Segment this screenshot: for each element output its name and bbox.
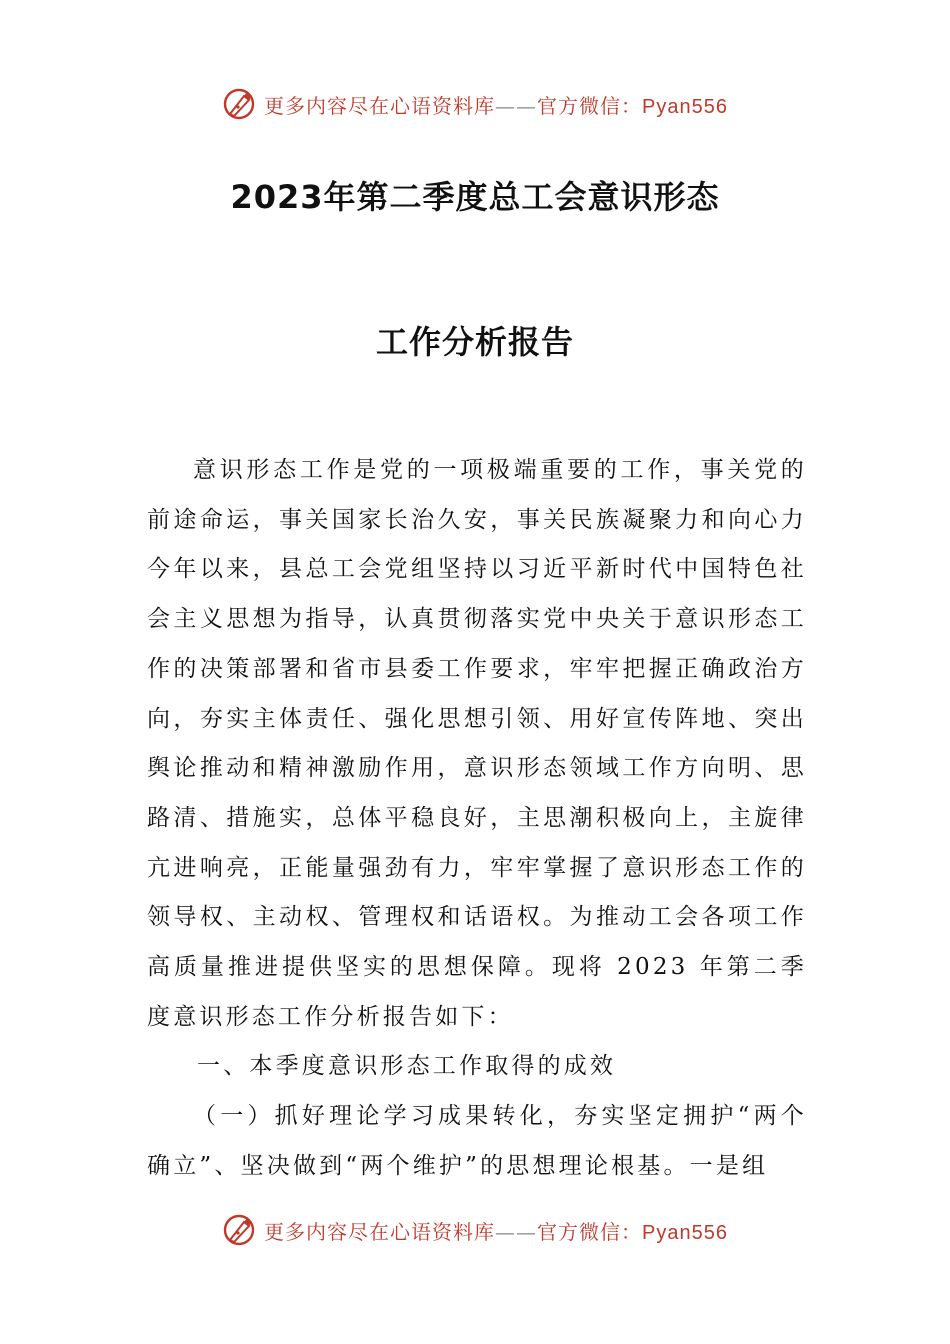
watermark-wechat-id: Pyan556 xyxy=(642,95,728,118)
watermark-text xyxy=(264,1216,728,1245)
watermark-separator: —— xyxy=(495,93,538,118)
document-title-line-2: 工作分析报告 xyxy=(375,323,574,361)
subsection-paragraph: （一）抓好理论学习成果转化，夯实坚定拥护“两个确立”、坚决做到“两个维护”的思想理论根基。一是组 xyxy=(147,1103,807,1179)
section-heading: 一、本季度意识形态工作取得的成效 xyxy=(197,1053,617,1080)
watermark-header xyxy=(0,84,950,124)
watermark-label: 官方微信： xyxy=(537,93,643,118)
watermark-wechat-id: Pyan556 xyxy=(642,1221,728,1244)
watermark-text xyxy=(264,90,728,119)
pen-nib-icon xyxy=(222,1213,256,1247)
watermark-footer xyxy=(0,1210,950,1250)
watermark-site-name: 更多内容尽在心语资料库 xyxy=(264,93,496,118)
watermark-separator: —— xyxy=(495,1219,538,1244)
watermark-site-name: 更多内容尽在心语资料库 xyxy=(264,1219,496,1244)
watermark-label: 官方微信： xyxy=(537,1219,643,1244)
document-body xyxy=(147,446,807,1192)
document-title-line-1: 2023年第二季度总工会意识形态 xyxy=(230,178,720,216)
pen-nib-icon xyxy=(222,87,256,121)
intro-paragraph: 意识形态工作是党的一项极端重要的工作，事关党的前途命运，事关国家长治久安，事关民族凝聚力和向心力今年以来，县总工会党组坚持以习近平新时代中国特色社会主义思想为指导，认真贯彻落实党中央关于意识形态工作的决策部署和省市县委工作要求，牢牢把握正确政治方向，夯实主体责任、强化思想引领、用好宣传阵地、突出舆论推动和精神激励作用，意识形态领域工作方向明、思路清、措施实，总体平稳良好，主思潮积极向上，主旋律亢进响亮，正能量强劲有力，牢牢掌握了意识形态工作的领导权、主动权、管理权和话语权。为推动工会各项工作高质量推进提供坚实的思想保障。现将 2023 年第二季度意识形态工作分析报告如下： xyxy=(147,457,807,1030)
